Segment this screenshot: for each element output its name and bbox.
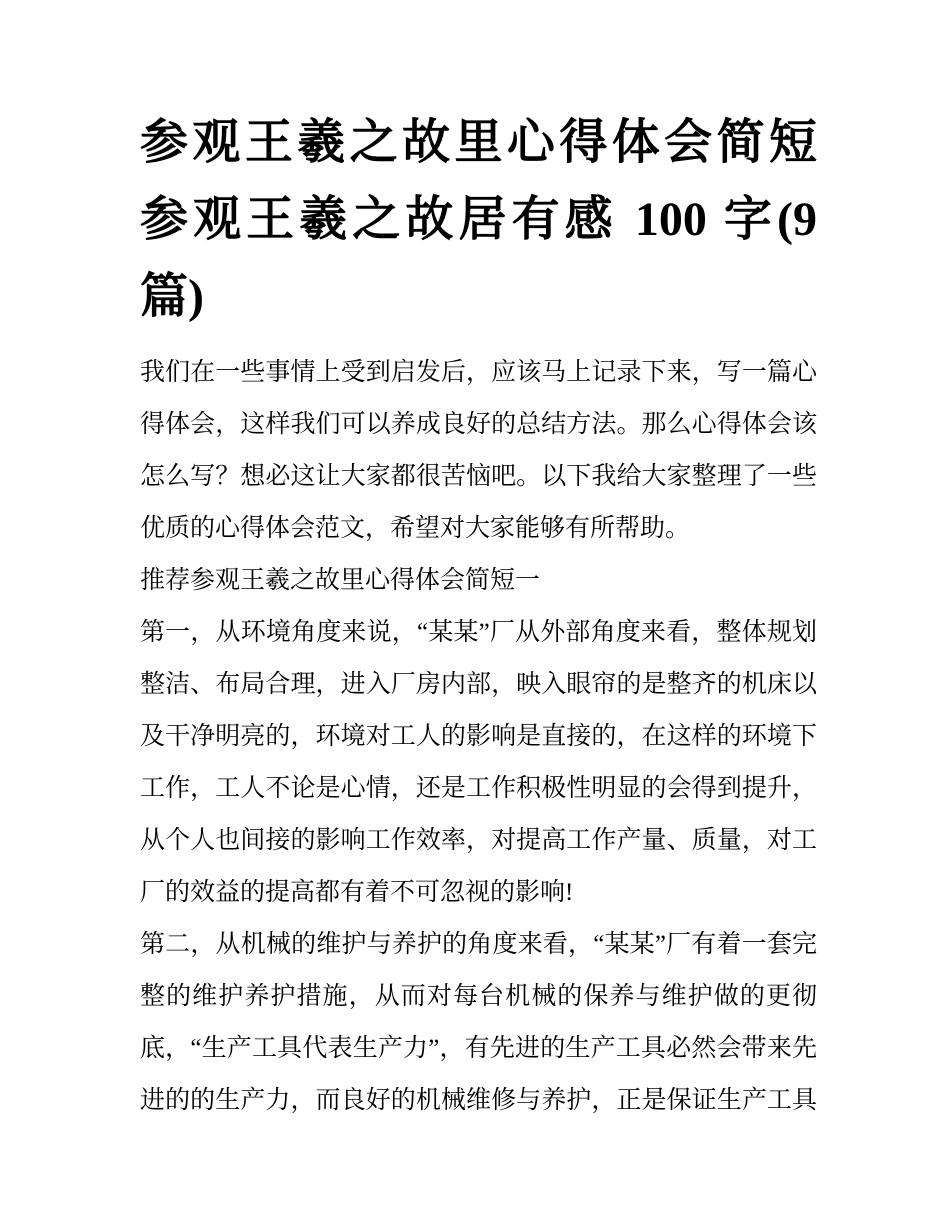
paragraph-subheading: [140, 555, 817, 607]
body-line: 工作，工人不论是心情，还是工作积极性明显的会得到提升，: [140, 775, 817, 802]
body-line: 我们在一些事情上受到启发后，应该马上记录下来，写一篇心: [140, 359, 817, 386]
title-line: 篇): [140, 270, 204, 323]
body-line: 厂的效益的提高都有着不可忽视的影响!: [140, 879, 574, 906]
document-body: [140, 347, 817, 1127]
body-line: 第一，从环境角度来说，“某某”厂从外部角度来看，整体规划: [140, 619, 817, 646]
body-line: 推荐参观王羲之故里心得体会简短一: [140, 567, 541, 594]
body-line: 优质的心得体会范文，希望对大家能够有所帮助。: [140, 515, 691, 542]
title-line: 参观王羲之故居有感 100 字(9: [140, 193, 817, 246]
body-line: 从个人也间接的影响工作效率，对提高工作产量、质量，对工: [140, 827, 817, 854]
body-line: 怎么写？想必这让大家都很苦恼吧。以下我给大家整理了一些: [140, 463, 817, 490]
body-line: 及干净明亮的，环境对工人的影响是直接的，在这样的环境下: [140, 723, 817, 750]
body-line: 第二，从机械的维护与养护的角度来看，“某某”厂有着一套完: [140, 931, 817, 958]
body-line: 整洁、布局合理，进入厂房内部，映入眼帘的是整齐的机床以: [140, 671, 817, 698]
body-line: 整的维护养护措施，从而对每台机械的保养与维护做的更彻: [140, 983, 817, 1010]
body-line: 底，“生产工具代表生产力”，有先进的生产工具必然会带来先: [140, 1035, 817, 1062]
paragraph-intro: [140, 347, 817, 555]
page-title: [140, 104, 817, 335]
title-line: 参观王羲之故里心得体会简短: [140, 116, 817, 169]
body-line: 进的的生产力，而良好的机械维修与养护，正是保证生产工具: [140, 1087, 817, 1114]
body-line: 得体会，这样我们可以养成良好的总结方法。那么心得体会该: [140, 411, 817, 438]
paragraph-first-point: [140, 607, 817, 919]
paragraph-second-point: [140, 919, 817, 1127]
